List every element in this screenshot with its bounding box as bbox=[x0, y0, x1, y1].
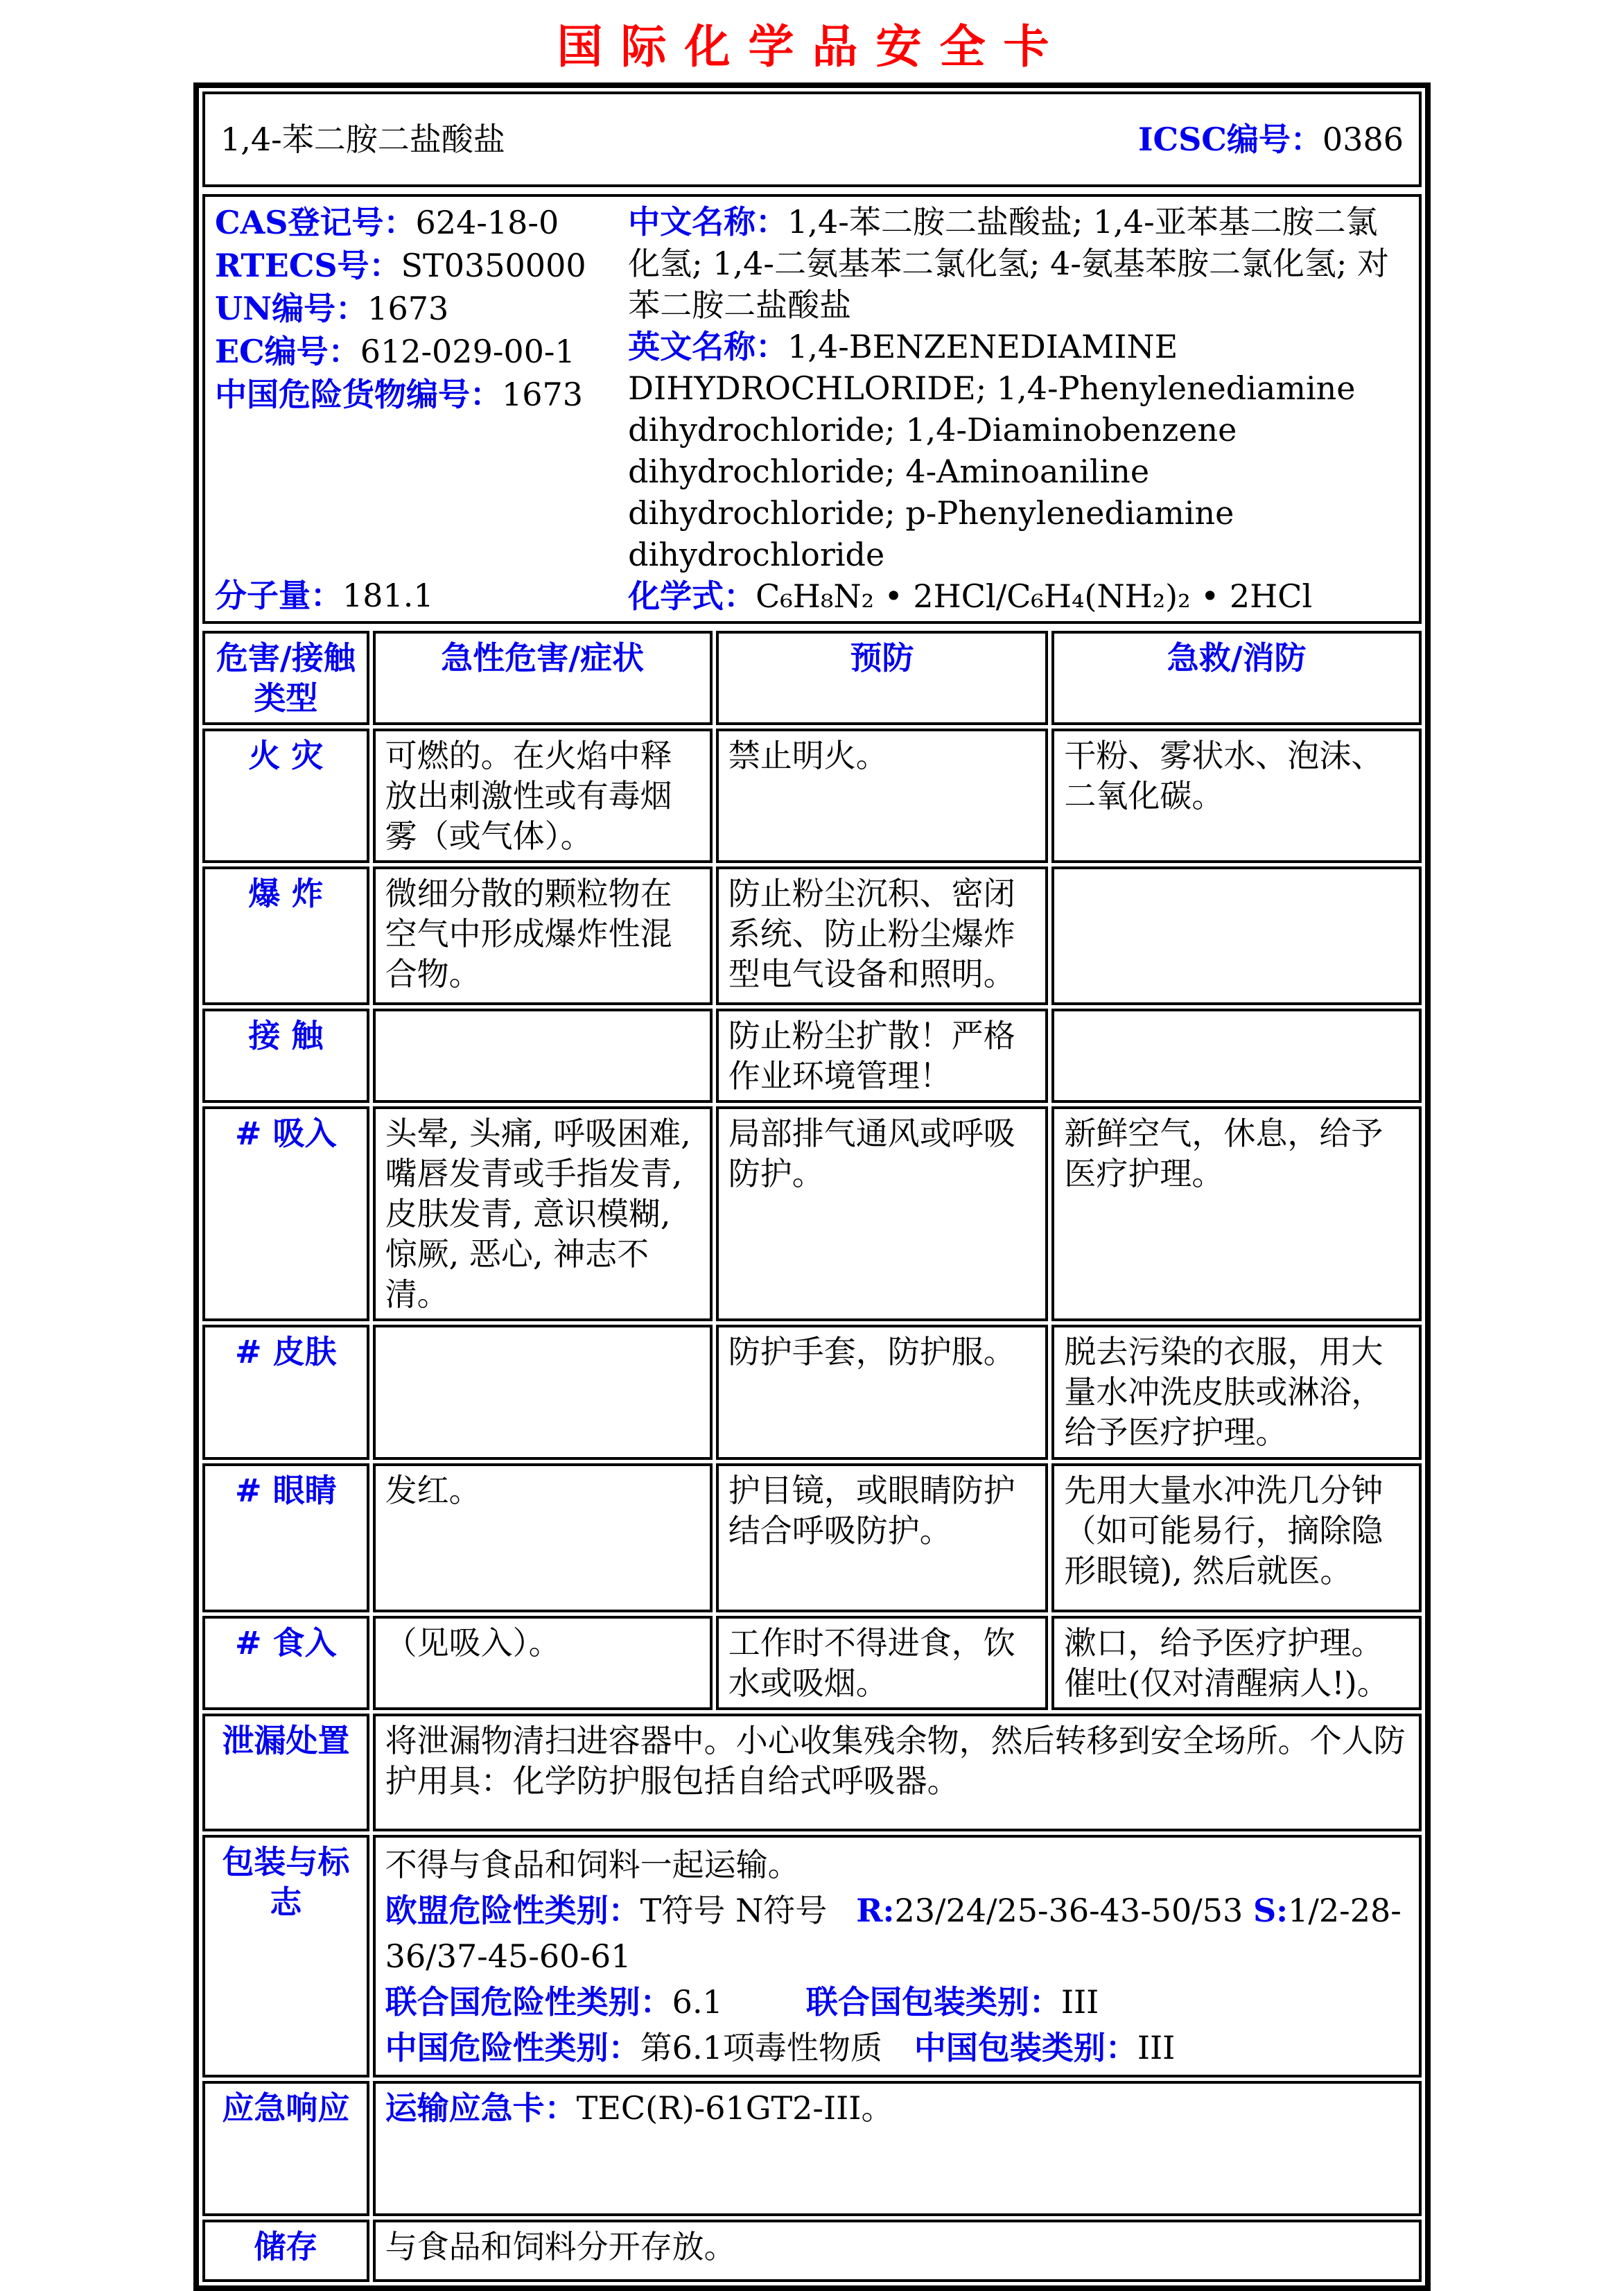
explosion-prevention: 防止粉尘沉积、密闭系统、防止粉尘爆炸型电气设备和照明。 bbox=[716, 866, 1049, 1005]
contact-symptoms bbox=[373, 1009, 713, 1103]
inhalation-response: 新鲜空气，休息，给予医疗护理。 bbox=[1051, 1106, 1422, 1321]
hazard-row-ingestion bbox=[202, 1616, 1422, 1710]
name-list bbox=[628, 201, 1409, 617]
hazard-header-prevention: 预防 bbox=[716, 631, 1049, 725]
cn-pack-label: 中国包装类别： bbox=[914, 2029, 1137, 2066]
hazard-row-fire bbox=[202, 729, 1422, 863]
hazard-table bbox=[199, 627, 1425, 2285]
skin-symptoms bbox=[373, 1325, 713, 1460]
english-names-label: 英文名称： bbox=[628, 328, 788, 365]
eye-response: 先用大量水冲洗几分钟（如可能易行，摘除隐形眼镜), 然后就医。 bbox=[1051, 1463, 1422, 1612]
eu-class-label: 欧盟危险性类别： bbox=[385, 1892, 640, 1929]
hazard-row-contact bbox=[202, 1009, 1422, 1103]
packaging-content bbox=[373, 1835, 1422, 2077]
ingestion-response: 漱口，给予医疗护理。催吐(仅对清醒病人!)。 bbox=[1051, 1616, 1422, 1710]
ingestion-type-label: # 食入 bbox=[202, 1616, 369, 1710]
skin-response: 脱去污染的衣服，用大量水冲洗皮肤或淋浴，给予医疗护理。 bbox=[1051, 1325, 1422, 1460]
hazard-header-symptoms: 急性危害/症状 bbox=[373, 631, 713, 725]
contact-type-label: 接 触 bbox=[202, 1009, 369, 1103]
hazard-header-type: 危害/接触类型 bbox=[202, 631, 369, 725]
explosion-response bbox=[1051, 866, 1422, 1005]
rtecs-number-label: RTECS号： bbox=[215, 247, 401, 284]
eu-class-value: T符号 N符号 bbox=[640, 1892, 828, 1929]
r-phrases-value: 23/24/25-36-43-50/53 bbox=[894, 1892, 1243, 1929]
card-frame bbox=[193, 82, 1431, 2291]
icsc-number bbox=[1138, 119, 1404, 159]
header-row bbox=[202, 92, 1422, 187]
identity-columns bbox=[215, 201, 1409, 617]
eye-prevention: 护目镜，或眼睛防护结合呼吸防护。 bbox=[716, 1463, 1049, 1612]
identity-section bbox=[199, 191, 1425, 627]
hazard-header-row bbox=[202, 631, 1422, 725]
un-pack-label: 联合国包装类别： bbox=[805, 1983, 1061, 2021]
un-hazard-value: 6.1 bbox=[672, 1983, 723, 2021]
un-number-value: 1673 bbox=[367, 290, 449, 327]
cas-number-label: CAS登记号： bbox=[215, 204, 416, 241]
hazard-row-inhalation bbox=[202, 1106, 1422, 1321]
chinese-names-label: 中文名称： bbox=[628, 203, 788, 241]
molecular-weight-label: 分子量： bbox=[215, 577, 342, 614]
eye-type-label: # 眼睛 bbox=[202, 1463, 369, 1612]
ingestion-prevention: 工作时不得进食，饮水或吸烟。 bbox=[716, 1616, 1049, 1710]
icsc-number-label: ICSC编号： bbox=[1137, 121, 1322, 158]
r-phrases-label: R: bbox=[856, 1892, 895, 1929]
transport-note: 不得与食品和饲料一起运输。 bbox=[385, 1846, 800, 1883]
skin-prevention: 防护手套，防护服。 bbox=[716, 1325, 1049, 1460]
cn-pack-value: III bbox=[1137, 2029, 1176, 2066]
molecular-weight-value: 181.1 bbox=[342, 577, 434, 614]
china-dg-number-label: 中国危险货物编号： bbox=[215, 376, 502, 413]
transport-card-value: TEC(R)-61GT2-III。 bbox=[576, 2089, 893, 2127]
emergency-label: 应急响应 bbox=[202, 2081, 369, 2216]
eu-classification bbox=[385, 1888, 1409, 1979]
packaging-label: 包装与标志 bbox=[202, 1835, 369, 2077]
cn-hazard-value: 第6.1项毒性物质 bbox=[640, 2029, 882, 2066]
english-names-value: 1,4-BENZENEDIAMINE DIHYDROCHLORIDE; 1,4-Phenylenediamine dihydrochloride; 1,4-Diaminobenzene dihydrochloride; 4-Aminoaniline dihydrochloride; p-Phenylenediamine dihydrochloride bbox=[628, 328, 1356, 573]
hazard-header-firstaid: 急救/消防 bbox=[1051, 631, 1422, 725]
inhalation-symptoms: 头晕, 头痛, 呼吸困难, 嘴唇发青或手指发青, 皮肤发青, 意识模糊, 惊厥, 恶心, 神志不清。 bbox=[373, 1106, 713, 1321]
contact-response bbox=[1051, 1009, 1422, 1103]
fire-prevention: 禁止明火。 bbox=[716, 729, 1049, 863]
chemical-formula bbox=[628, 575, 1409, 617]
transport-card-label: 运输应急卡： bbox=[385, 2089, 577, 2127]
ec-number bbox=[215, 330, 628, 373]
storage-text: 与食品和饲料分开存放。 bbox=[373, 2220, 1422, 2282]
rtecs-number-value: ST0350000 bbox=[401, 247, 586, 284]
spill-row bbox=[202, 1714, 1422, 1831]
s-phrases-label: S: bbox=[1252, 1892, 1289, 1929]
cn-classification bbox=[385, 2025, 1409, 2071]
ec-number-value: 612-029-00-1 bbox=[360, 333, 575, 370]
fire-response: 干粉、雾状水、泡沫、二氧化碳。 bbox=[1051, 729, 1422, 863]
fire-symptoms: 可燃的。在火焰中释放出刺激性或有毒烟雾（或气体）。 bbox=[373, 729, 713, 863]
china-dg-number-value: 1673 bbox=[502, 376, 584, 413]
chinese-names bbox=[628, 201, 1409, 326]
molecular-weight bbox=[215, 574, 628, 617]
cas-number bbox=[215, 201, 628, 244]
skin-type-label: # 皮肤 bbox=[202, 1325, 369, 1460]
emergency-row bbox=[202, 2081, 1422, 2216]
chemical-formula-label: 化学式： bbox=[628, 577, 756, 615]
un-classification bbox=[385, 1979, 1409, 2025]
identity-row bbox=[202, 194, 1422, 624]
chemical-formula-value: C₆H₈N₂ • 2HCl/C₆H₄(NH₂)₂ • 2HCl bbox=[756, 577, 1313, 615]
packaging-row bbox=[202, 1835, 1422, 2077]
page-title: 国际化学品安全卡 bbox=[557, 19, 1067, 73]
header-section bbox=[199, 88, 1425, 191]
header-cell bbox=[202, 92, 1422, 187]
un-number bbox=[215, 287, 628, 330]
hazard-row-skin bbox=[202, 1325, 1422, 1460]
icsc-number-value: 0386 bbox=[1322, 121, 1404, 158]
un-pack-value: III bbox=[1060, 1983, 1099, 2021]
un-number-label: UN编号： bbox=[215, 290, 368, 327]
identity-cell bbox=[202, 194, 1422, 624]
cn-hazard-label: 中国危险性类别： bbox=[385, 2029, 640, 2066]
spill-label: 泄漏处置 bbox=[202, 1714, 369, 1831]
inhalation-type-label: # 吸入 bbox=[202, 1106, 369, 1321]
un-hazard-label: 联合国危险性类别： bbox=[385, 1983, 672, 2021]
s-phrases-value: 1/2-28-36/37-45-60-61 bbox=[385, 1892, 1402, 1975]
spill-text: 将泄漏物清扫进容器中。小心收集残余物，然后转移到安全场所。个人防护用具：化学防护服包括自给式呼吸器。 bbox=[373, 1714, 1422, 1831]
storage-label: 储存 bbox=[202, 2220, 369, 2282]
explosion-type-label: 爆 炸 bbox=[202, 866, 369, 1005]
china-dg-number bbox=[215, 373, 628, 416]
emergency-content bbox=[373, 2081, 1422, 2216]
rtecs-number bbox=[215, 244, 628, 287]
storage-row bbox=[202, 2220, 1422, 2282]
ec-number-label: EC编号： bbox=[215, 333, 360, 370]
chemical-name: 1,4-苯二胺二盐酸盐 bbox=[220, 121, 505, 158]
chinese-names-value: 1,4-苯二胺二盐酸盐; 1,4-亚苯基二胺二氯化氢; 1,4-二氨基苯二氯化氢; 4-氨基苯胺二氯化氢; 对苯二胺二盐酸盐 bbox=[628, 203, 1390, 324]
hazard-row-eye bbox=[202, 1463, 1422, 1612]
hazard-row-explosion bbox=[202, 866, 1422, 1005]
ingestion-symptoms: （见吸入）。 bbox=[373, 1616, 713, 1710]
fire-type-label: 火 灾 bbox=[202, 729, 369, 863]
identifier-list bbox=[215, 201, 628, 617]
explosion-symptoms: 微细分散的颗粒物在空气中形成爆炸性混合物。 bbox=[373, 866, 713, 1005]
contact-prevention: 防止粉尘扩散！严格作业环境管理！ bbox=[716, 1009, 1049, 1103]
inhalation-prevention: 局部排气通风或呼吸防护。 bbox=[716, 1106, 1049, 1321]
eye-symptoms: 发红。 bbox=[373, 1463, 713, 1612]
english-names bbox=[628, 326, 1409, 575]
cas-number-value: 624-18-0 bbox=[415, 204, 559, 241]
header-flex bbox=[215, 98, 1409, 180]
